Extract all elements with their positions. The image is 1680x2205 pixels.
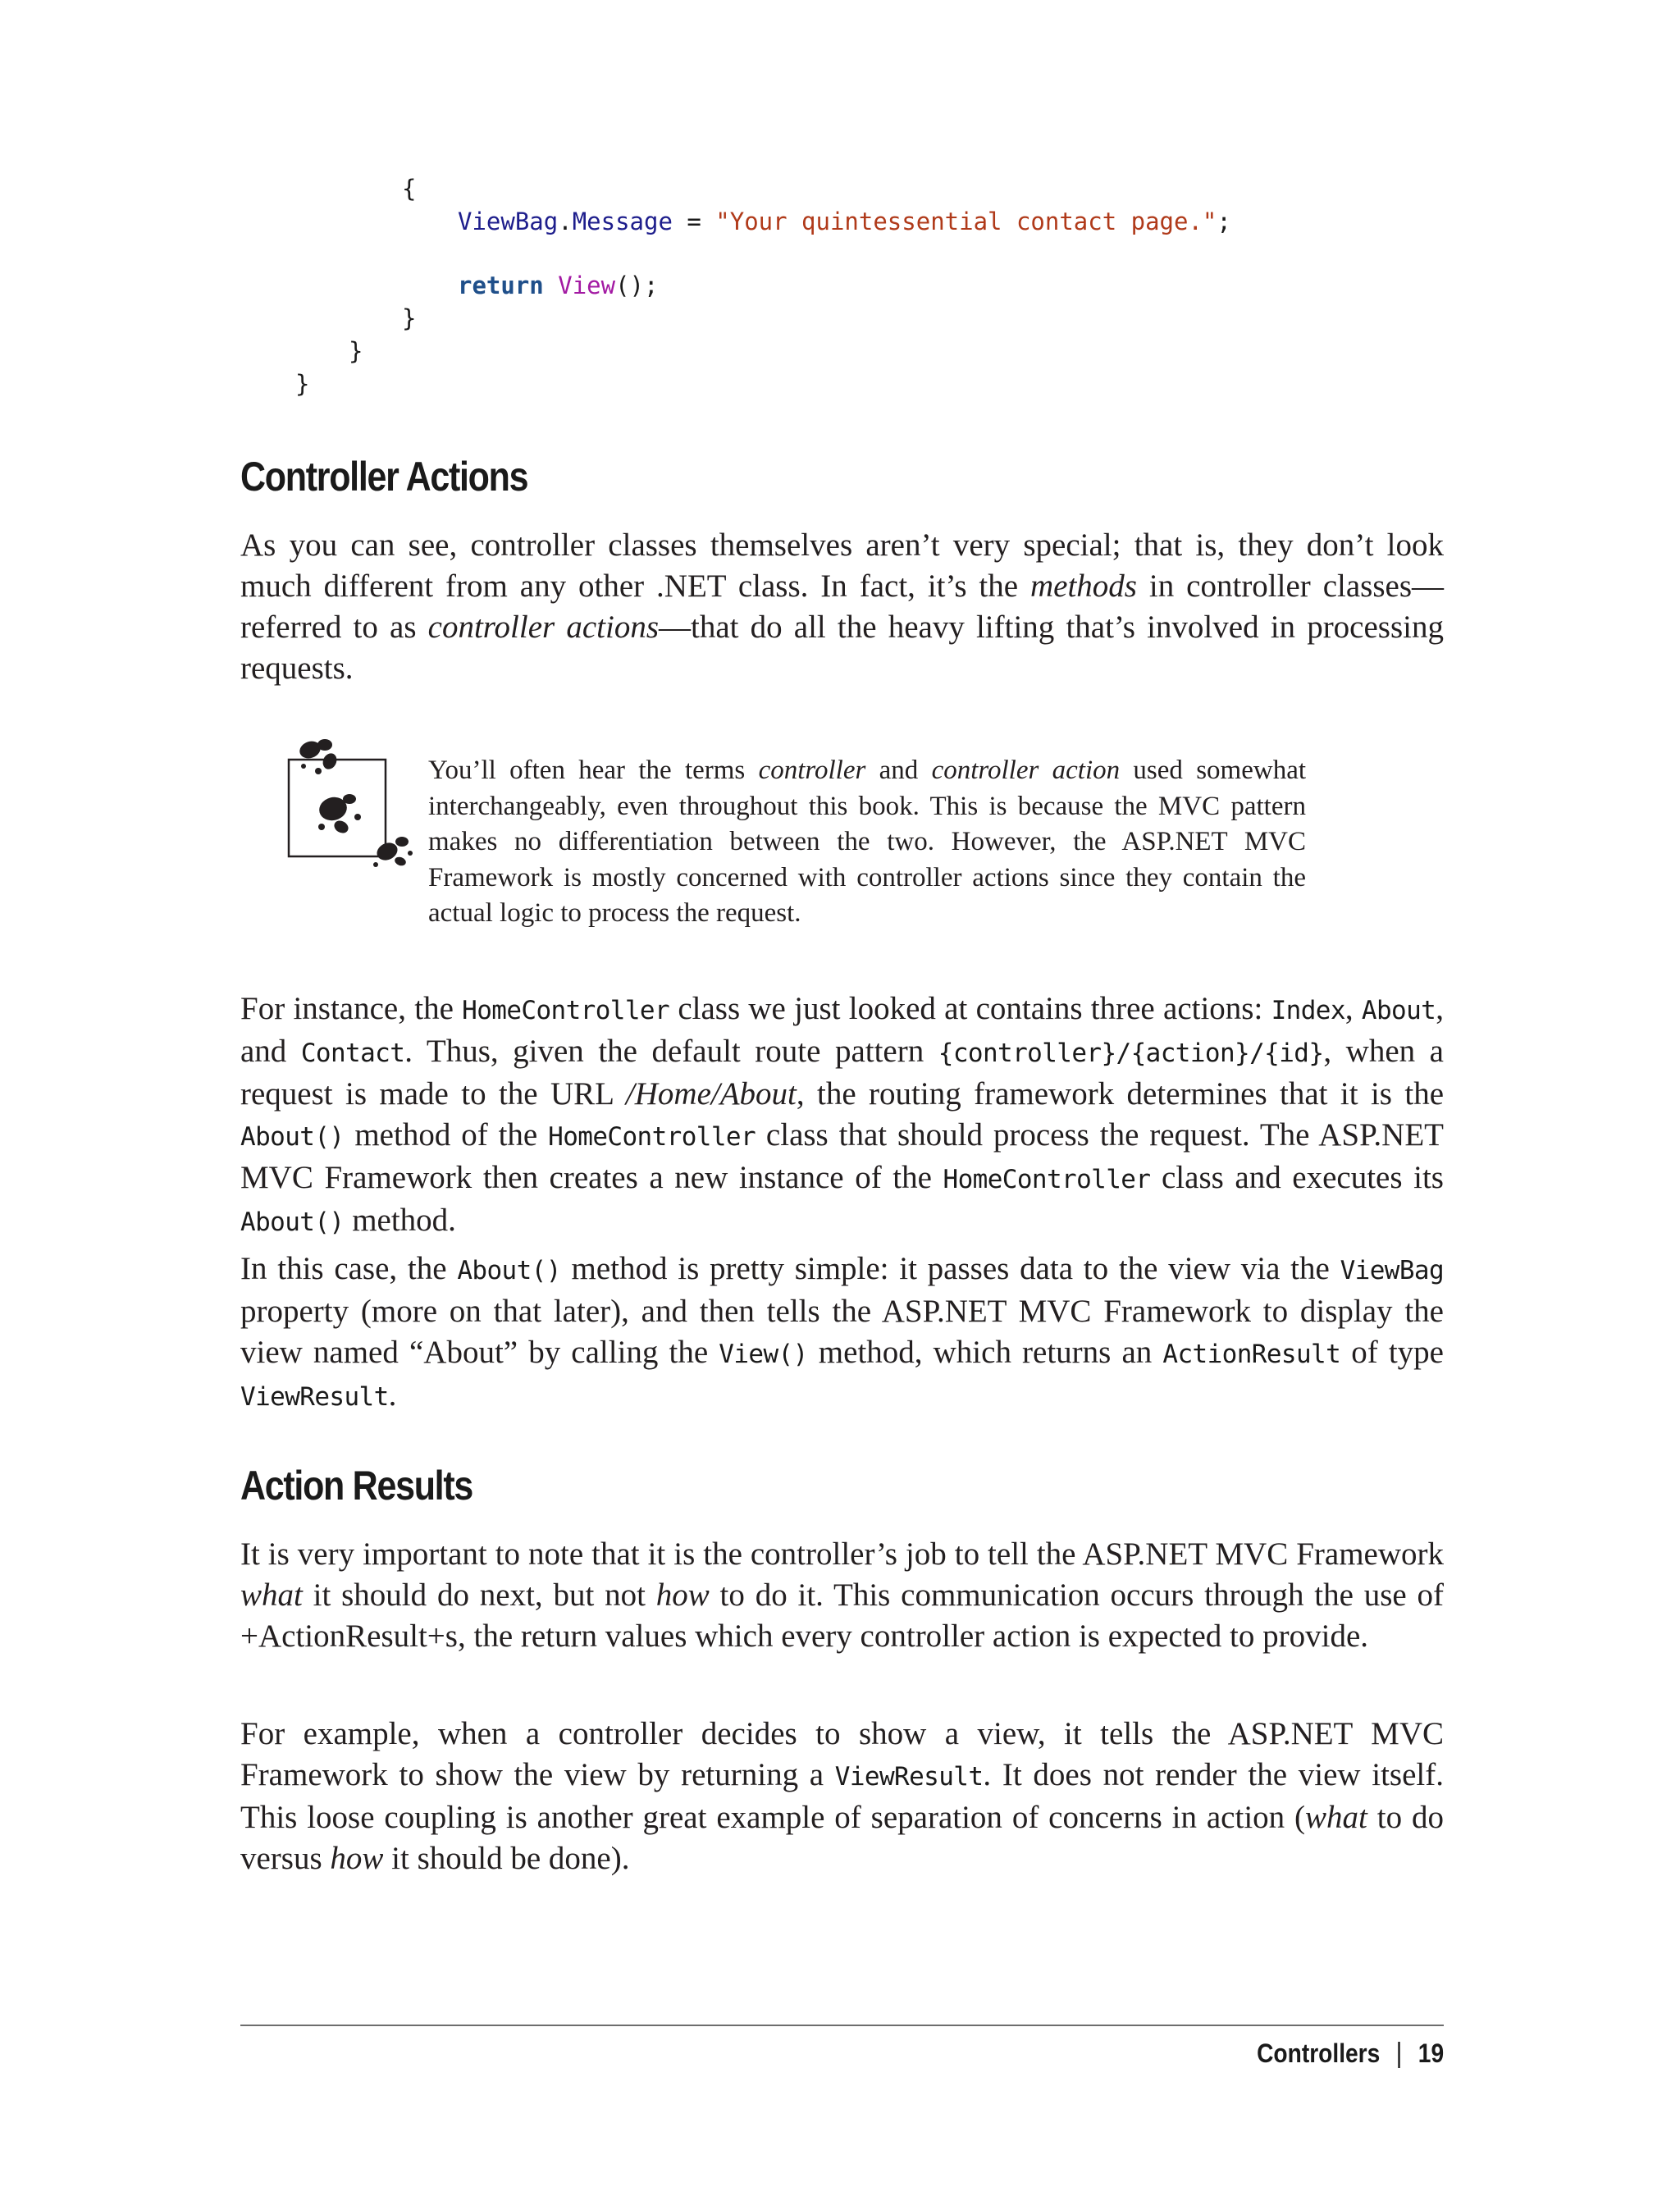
footer-rule <box>240 2025 1444 2026</box>
code-string: "Your quintessential contact page." <box>715 208 1217 235</box>
code-token: . <box>558 208 573 235</box>
code-line: } <box>402 304 417 332</box>
paragraph: It is very important to note that it is the controller’s job to tell the ASP.NET MVC Framework what it should do next, but not how to do it. This communication occurs through the use of +ActionResult+s, the return values which every controller action is expected to provide. <box>240 1536 1444 1654</box>
paragraph: For instance, the HomeController class we just looked at contains three actions: Index, About, and Contact. Thus, given the default route pattern {controller}/{action}/{id}, when a request is made to the URL /Home/About, the routing framework determines that it is the About() method of the HomeController class that should process the request. The ASP.NET MVC Framework then creates a new instance of the HomeController class and executes its About() method. <box>240 991 1444 1238</box>
code-line <box>295 205 1231 238</box>
chapter-title: Controllers <box>1256 2038 1381 2068</box>
code-line: } <box>349 337 363 365</box>
code-token: ; <box>1217 208 1231 235</box>
code-line <box>295 269 1231 302</box>
page-footer <box>1257 2038 1444 2070</box>
paragraph: As you can see, controller classes themselves aren’t very special; that is, they don’t look much different from any other .NET class. In fact, it’s the methods in controller classes—referred to as controller actions—that do all the heavy lifting that’s involved in processing requests. <box>240 527 1444 686</box>
code-token: Message <box>572 208 673 235</box>
section-heading: Action Results <box>240 1463 472 1509</box>
note-bird-icon <box>279 728 418 872</box>
code-token: ViewBag <box>458 208 559 235</box>
page-number: 19 <box>1418 2038 1444 2068</box>
code-token: (); <box>615 272 659 299</box>
code-line: { <box>402 175 417 203</box>
paragraph: In this case, the About() method is pretty simple: it passes data to the view via the ViewBag property (more on that later), and then tells the ASP.NET MVC Framework to display the view named “About” by calling the View() method, which returns an ActionResult of type ViewResult. <box>240 1251 1445 1413</box>
code-function: View <box>558 272 616 299</box>
note-text: You’ll often hear the terms controller and controller action used somewhat interchangeably, even throughout this book. This is because the MVC pattern makes no differentiation between the two. However, the ASP.NET MVC Framework is mostly concerned with controller actions since they contain the actual logic to process the request. <box>428 756 1307 928</box>
code-listing <box>295 172 1231 400</box>
code-keyword: return <box>458 272 544 299</box>
paragraph: For example, when a controller decides to show a view, it tells the ASP.NET MVC Framework to show the view by returning a ViewResult. It does not render the view itself. This loose coupling is another great example of separation of concerns in action (what to do versus how it should be done). <box>240 1716 1444 1876</box>
code-line: } <box>295 370 310 398</box>
section-heading: Controller Actions <box>240 454 528 500</box>
footer-separator: | <box>1395 2038 1403 2069</box>
code-token: = <box>672 208 716 235</box>
